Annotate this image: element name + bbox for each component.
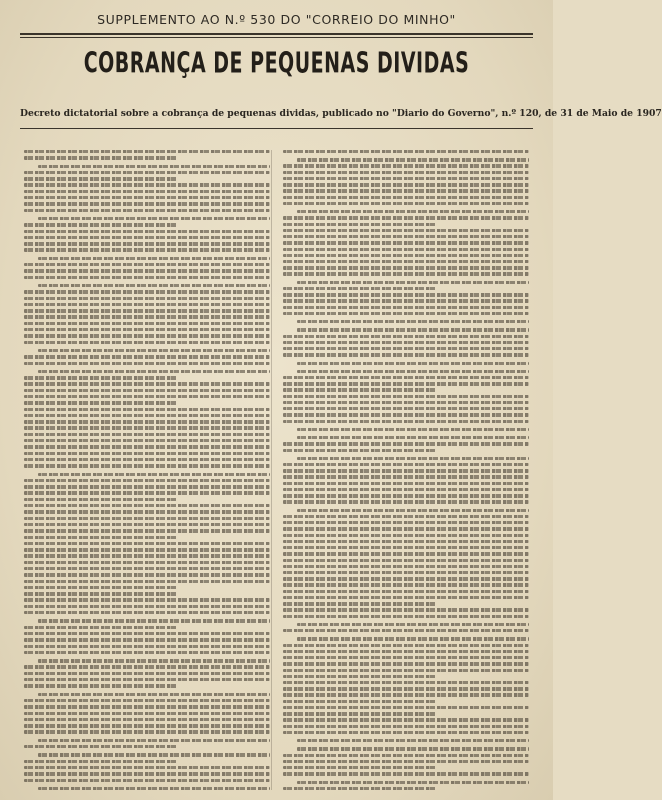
body-text-line — [297, 623, 529, 626]
body-text-line — [24, 651, 270, 654]
body-text-line — [24, 724, 270, 727]
body-text-line — [283, 718, 529, 721]
body-text-line — [283, 469, 529, 472]
body-text-line — [24, 464, 270, 467]
body-text-line — [38, 349, 270, 352]
body-text-line — [24, 645, 270, 648]
body-text-line — [283, 500, 529, 503]
body-text-line — [38, 284, 270, 287]
body-text-line — [283, 565, 529, 568]
body-columns — [24, 150, 529, 790]
body-text-line — [24, 712, 270, 715]
body-text-line — [283, 482, 529, 485]
body-text-line — [24, 611, 270, 614]
body-text-line — [283, 216, 529, 219]
body-text-line — [24, 177, 177, 180]
body-text-line — [24, 445, 270, 448]
body-text-line — [24, 605, 270, 608]
body-text-line — [297, 158, 529, 161]
body-text-line — [24, 772, 270, 775]
body-text-line — [24, 309, 270, 312]
body-text-line — [297, 428, 529, 431]
body-text-line — [283, 488, 529, 491]
body-text-line — [283, 266, 529, 269]
body-text-line — [24, 632, 270, 635]
body-text-line — [38, 165, 270, 168]
body-text-line — [24, 322, 270, 325]
right-text-column — [283, 150, 529, 790]
body-text-line — [24, 766, 270, 769]
body-text-line — [283, 577, 529, 580]
body-text-line — [297, 370, 529, 373]
body-text-line — [283, 650, 529, 653]
body-text-line — [283, 312, 529, 315]
body-text-line — [283, 401, 529, 404]
body-text-line — [24, 290, 270, 293]
body-text-line — [24, 592, 177, 595]
body-text-line — [24, 523, 270, 526]
body-text-line — [24, 567, 270, 570]
body-text-line — [283, 583, 529, 586]
body-text-line — [283, 681, 529, 684]
page-title: COBRANÇA DE PEQUENAS DIVIDAS — [83, 47, 470, 80]
body-text-line — [24, 542, 270, 545]
body-text-line — [283, 254, 529, 257]
body-text-line — [24, 230, 270, 233]
column-divider — [271, 150, 272, 790]
body-text-line — [283, 534, 529, 537]
body-text-line — [24, 684, 177, 687]
body-text-line — [38, 787, 270, 790]
body-text-line — [283, 248, 529, 251]
body-text-line — [24, 672, 270, 675]
body-text-line — [283, 164, 529, 167]
body-text-line — [297, 637, 529, 640]
body-text-line — [38, 659, 270, 662]
body-text-line — [283, 150, 529, 153]
body-text-line — [24, 548, 270, 551]
body-text-line — [24, 328, 270, 331]
body-text-line — [283, 515, 529, 518]
body-text-line — [38, 217, 270, 220]
header-rule-thick — [20, 33, 533, 35]
body-text-line — [24, 745, 177, 748]
left-text-column — [24, 150, 270, 790]
body-text-line — [283, 260, 529, 263]
body-text-line — [24, 536, 177, 539]
body-text-line — [283, 413, 529, 416]
body-text-line — [38, 739, 270, 742]
body-text-line — [24, 479, 270, 482]
body-text-line — [24, 760, 177, 763]
body-text-line — [283, 293, 529, 296]
body-text-line — [24, 626, 177, 629]
body-text-line — [24, 156, 177, 159]
body-text-line — [24, 491, 270, 494]
body-text-line — [283, 287, 436, 290]
body-text-line — [24, 730, 270, 733]
body-text-line — [24, 202, 270, 205]
body-text-line — [24, 452, 270, 455]
body-text-line — [24, 150, 270, 153]
body-text-line — [297, 281, 529, 284]
body-text-line — [283, 615, 529, 618]
body-text-line — [24, 362, 270, 365]
body-text-line — [283, 693, 529, 696]
body-text-line — [297, 747, 529, 750]
body-text-line — [283, 353, 529, 356]
body-text-line — [283, 602, 436, 605]
body-text-line — [283, 177, 529, 180]
body-text-line — [283, 712, 436, 715]
body-text-line — [283, 546, 529, 549]
body-text-line — [283, 241, 529, 244]
body-text-line — [283, 442, 529, 445]
body-text-line — [283, 662, 529, 665]
body-text-line — [24, 209, 270, 212]
body-text-line — [24, 263, 270, 266]
body-text-line — [283, 608, 529, 611]
body-text-line — [283, 552, 529, 555]
body-text-line — [24, 171, 270, 174]
body-text-line — [24, 458, 270, 461]
body-text-line — [24, 665, 270, 668]
body-text-line — [24, 573, 270, 576]
body-text-line — [24, 395, 270, 398]
body-text-line — [283, 787, 436, 790]
body-text-line — [24, 248, 270, 251]
body-text-line — [24, 426, 270, 429]
body-text-line — [24, 303, 270, 306]
body-text-line — [283, 772, 529, 775]
body-text-line — [24, 678, 270, 681]
body-text-line — [24, 269, 270, 272]
body-text-line — [24, 638, 270, 641]
body-text-line — [283, 669, 529, 672]
body-text-line — [283, 596, 529, 599]
body-text-line — [297, 781, 529, 784]
body-text-line — [24, 334, 270, 337]
body-text-line — [24, 485, 270, 488]
header-rule-thin — [20, 37, 533, 38]
body-text-line — [24, 223, 177, 226]
body-text-line — [283, 388, 436, 391]
body-text-line — [24, 420, 270, 423]
body-text-line — [283, 706, 529, 709]
body-text-line — [283, 540, 529, 543]
body-text-line — [283, 335, 529, 338]
body-text-line — [24, 529, 270, 532]
body-text-line — [283, 420, 529, 423]
body-text-line — [24, 598, 270, 601]
body-text-line — [283, 376, 529, 379]
body-text-line — [24, 498, 177, 501]
body-text-line — [24, 510, 270, 513]
body-text-line — [283, 644, 529, 647]
body-text-line — [24, 580, 270, 583]
body-text-line — [24, 408, 270, 411]
body-text-line — [24, 236, 270, 239]
body-text-line — [24, 382, 270, 385]
supplement-header: SUPPLEMENTO AO N.º 530 DO "CORREIO DO MINHO" — [97, 12, 456, 27]
body-text-line — [283, 299, 529, 302]
body-text-line — [283, 382, 529, 385]
body-text-line — [283, 687, 529, 690]
body-text-line — [24, 779, 270, 782]
body-text-line — [297, 320, 529, 323]
body-text-line — [38, 753, 270, 756]
body-text-line — [24, 389, 270, 392]
body-text-line — [283, 521, 529, 524]
body-text-line — [283, 223, 436, 226]
body-text-line — [283, 235, 529, 238]
body-text-line — [283, 571, 529, 574]
body-text-line — [283, 675, 436, 678]
body-text-line — [24, 517, 270, 520]
body-text-line — [283, 171, 529, 174]
body-text-line — [38, 619, 270, 622]
body-text-line — [24, 439, 270, 442]
body-text-line — [24, 376, 177, 379]
body-text-line — [283, 731, 529, 734]
body-text-line — [24, 433, 270, 436]
body-text-line — [283, 559, 529, 562]
body-text-line — [283, 700, 436, 703]
body-text-line — [283, 272, 529, 275]
body-text-line — [24, 341, 270, 344]
body-text-line — [24, 401, 177, 404]
body-text-line — [24, 414, 270, 417]
body-text-line — [24, 699, 270, 702]
body-text-line — [283, 590, 529, 593]
body-text-line — [24, 705, 270, 708]
body-text-line — [24, 586, 177, 589]
body-text-line — [297, 739, 529, 742]
body-text-line — [24, 561, 270, 564]
body-text-line — [38, 370, 270, 373]
body-text-line — [38, 257, 270, 260]
body-text-line — [283, 760, 529, 763]
body-text-line — [24, 297, 270, 300]
body-text-line — [283, 202, 529, 205]
body-text-line — [38, 693, 270, 696]
body-text-line — [283, 494, 529, 497]
body-text-line — [297, 362, 529, 365]
body-text-line — [24, 276, 270, 279]
page-subtitle: Decreto dictatorial sobre a cobrança de pequenas dividas, publicado no "Diario do Governo", n.º 120, de 31 de Maio de 1907 — [20, 108, 662, 119]
body-text-line — [283, 766, 436, 769]
body-text-line — [24, 315, 270, 318]
body-text-line — [24, 355, 270, 358]
body-text-line — [283, 189, 529, 192]
subtitle-rule — [20, 128, 533, 129]
body-text-line — [297, 328, 529, 331]
body-text-line — [24, 196, 270, 199]
body-text-line — [24, 718, 270, 721]
body-text-line — [283, 754, 529, 757]
body-text-line — [283, 229, 529, 232]
body-text-line — [297, 210, 529, 213]
body-text-line — [24, 190, 270, 193]
body-text-line — [297, 509, 529, 512]
body-text-line — [283, 475, 529, 478]
body-text-line — [283, 629, 529, 632]
body-text-line — [24, 554, 270, 557]
body-text-line — [283, 306, 529, 309]
body-text-line — [38, 473, 270, 476]
body-text-line — [283, 183, 529, 186]
body-text-line — [283, 725, 529, 728]
body-text-line — [283, 196, 529, 199]
body-text-line — [283, 347, 529, 350]
body-text-line — [283, 527, 529, 530]
body-text-line — [283, 395, 529, 398]
body-text-line — [24, 183, 270, 186]
body-text-line — [297, 457, 529, 460]
body-text-line — [283, 407, 529, 410]
body-text-line — [283, 341, 529, 344]
body-text-line — [24, 504, 270, 507]
body-text-line — [283, 449, 436, 452]
body-text-line — [283, 656, 529, 659]
body-text-line — [297, 436, 529, 439]
body-text-line — [24, 242, 270, 245]
body-text-line — [283, 463, 529, 466]
